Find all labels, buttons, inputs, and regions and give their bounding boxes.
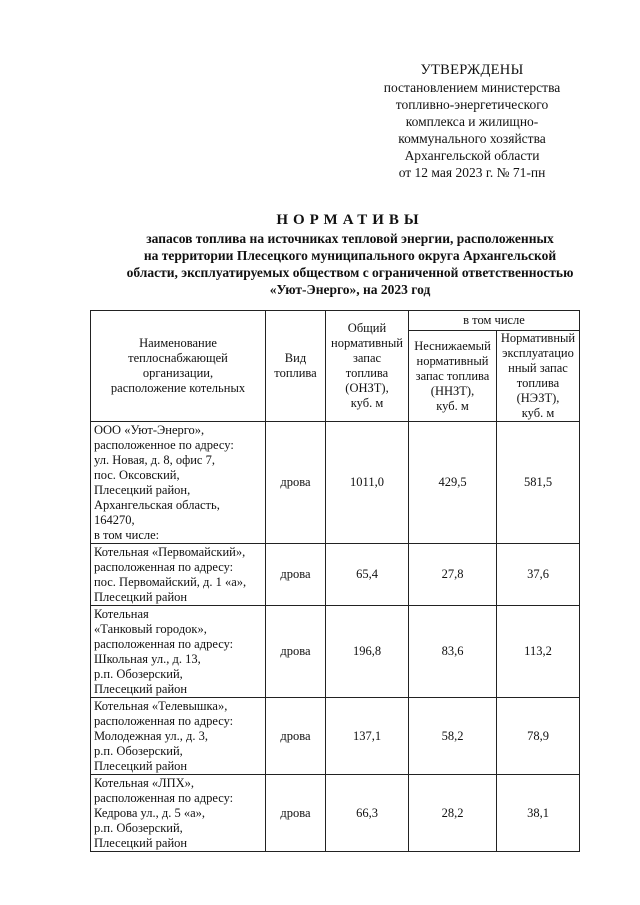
header-nnzt: Неснижаемый нормативный запас топлива (ННЗТ), куб. м <box>409 331 497 422</box>
document-title: НОРМАТИВЫ <box>276 212 424 228</box>
document-subtitle-line: запасов топлива на источниках тепловой энергии, расположенных <box>146 231 554 246</box>
total-cell: 65,4 <box>326 544 409 606</box>
org-cell: ООО «Уют-Энерго», расположенное по адресу: ул. Новая, д. 8, офис 7, пос. Оксовский, Плесецкий район, Архангельская область, 164270, в том числе: <box>91 422 266 544</box>
table-row <box>91 422 580 544</box>
table-row <box>91 698 580 775</box>
approval-line: топливно-энергетического <box>395 97 549 112</box>
nnzt-cell: 28,2 <box>409 775 497 852</box>
fuel-cell: дрова <box>266 422 326 544</box>
total-cell: 196,8 <box>326 606 409 698</box>
fuel-cell: дрова <box>266 606 326 698</box>
approval-line: постановлением министерства <box>383 80 561 95</box>
approval-stamp <box>372 62 572 181</box>
nezt-cell: 113,2 <box>497 606 580 698</box>
table-row <box>91 775 580 852</box>
table-row <box>91 544 580 606</box>
total-cell: 137,1 <box>326 698 409 775</box>
header-including: в том числе <box>409 311 580 331</box>
org-cell: Котельная «Первомайский», расположенная по адресу: пос. Первомайский, д. 1 «а», Плесецкий район <box>91 544 266 606</box>
document-subtitle-line: области, эксплуатируемых обществом с ограниченной ответственностью <box>126 265 574 280</box>
nezt-cell: 38,1 <box>497 775 580 852</box>
approval-line: комплекса и жилищно- <box>405 114 539 129</box>
header-total-reserve: Общий нормативный запас топлива (ОНЗТ), куб. м <box>326 311 409 422</box>
nnzt-cell: 58,2 <box>409 698 497 775</box>
approval-line: коммунального хозяйства <box>398 131 546 146</box>
document-subtitle-line: «Уют-Энерго», на 2023 год <box>269 282 431 297</box>
header-fuel-type: Вид топлива <box>266 311 326 422</box>
header-org: Наименование теплоснабжающей организации, расположение котельных <box>91 311 266 422</box>
nnzt-cell: 83,6 <box>409 606 497 698</box>
nnzt-cell: 429,5 <box>409 422 497 544</box>
document-heading <box>80 210 620 298</box>
nezt-cell: 581,5 <box>497 422 580 544</box>
nezt-cell: 78,9 <box>497 698 580 775</box>
fuel-cell: дрова <box>266 698 326 775</box>
total-cell: 1011,0 <box>326 422 409 544</box>
org-cell: Котельная «Телевышка», расположенная по адресу: Молодежная ул., д. 3, р.п. Обозерский, Плесецкий район <box>91 698 266 775</box>
fuel-cell: дрова <box>266 775 326 852</box>
org-cell: Котельная «Танковый городок», расположенная по адресу: Школьная ул., д. 13, р.п. Обозерский, Плесецкий район <box>91 606 266 698</box>
approval-title: УТВЕРЖДЕНЫ <box>420 62 524 78</box>
header-nezt: Нормативный эксплуатацио нный запас топлива (НЭЗТ), куб. м <box>497 331 580 422</box>
document-subtitle-line: на территории Плесецкого муниципального округа Архангельской <box>143 248 557 263</box>
approval-line: Архангельской области <box>404 148 540 163</box>
org-cell: Котельная «ЛПХ», расположенная по адресу: Кедрова ул., д. 5 «а», р.п. Обозерский, Плесецкий район <box>91 775 266 852</box>
total-cell: 66,3 <box>326 775 409 852</box>
fuel-cell: дрова <box>266 544 326 606</box>
nezt-cell: 37,6 <box>497 544 580 606</box>
approval-line: от 12 мая 2023 г. № 71-пн <box>398 165 546 180</box>
nnzt-cell: 27,8 <box>409 544 497 606</box>
fuel-reserve-table <box>90 310 580 852</box>
table-row <box>91 606 580 698</box>
